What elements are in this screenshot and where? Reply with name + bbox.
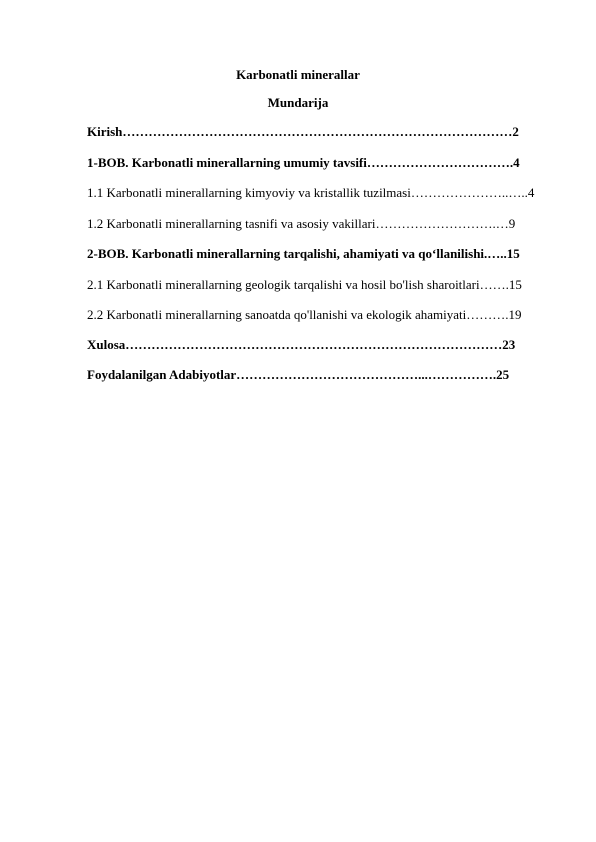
toc-entry-chapter-2: 2-BOB. Karbonatli minerallarning tarqalishi, ahamiyati va qo‘llanilishi.…..15	[87, 246, 520, 261]
toc-entry-section-1-2: 1.2 Karbonatli minerallarning tasnifi va asosiy vakillari……………………….…9	[87, 216, 516, 231]
toc-entry-section-2-2: 2.2 Karbonatli minerallarning sanoatda qo'llanishi va ekologik ahamiyati……….19	[87, 307, 522, 322]
toc-entry-chapter-1: 1-BOB. Karbonatli minerallarning umumiy tavsifi…………………………….4	[87, 155, 520, 170]
toc-heading: Mundarija	[267, 95, 329, 110]
toc-entry-xulosa: Xulosa……………………………………………………………………………23	[87, 337, 516, 352]
document-title: Karbonatli minerallar	[236, 67, 360, 82]
toc-entry-section-1-1: 1.1 Karbonatli minerallarning kimyoviy va kristallik tuzilmasi…………………..…..4	[87, 185, 535, 200]
toc-entry-adabiyotlar: Foydalanilgan Adabiyotlar……………………………………...…………….25	[87, 367, 510, 382]
toc-entry-kirish: Kirish………………………………………………………………………………2	[87, 124, 519, 139]
toc-entry-section-2-1: 2.1 Karbonatli minerallarning geologik tarqalishi va hosil bo'lish sharoitlari…….15	[87, 277, 522, 292]
